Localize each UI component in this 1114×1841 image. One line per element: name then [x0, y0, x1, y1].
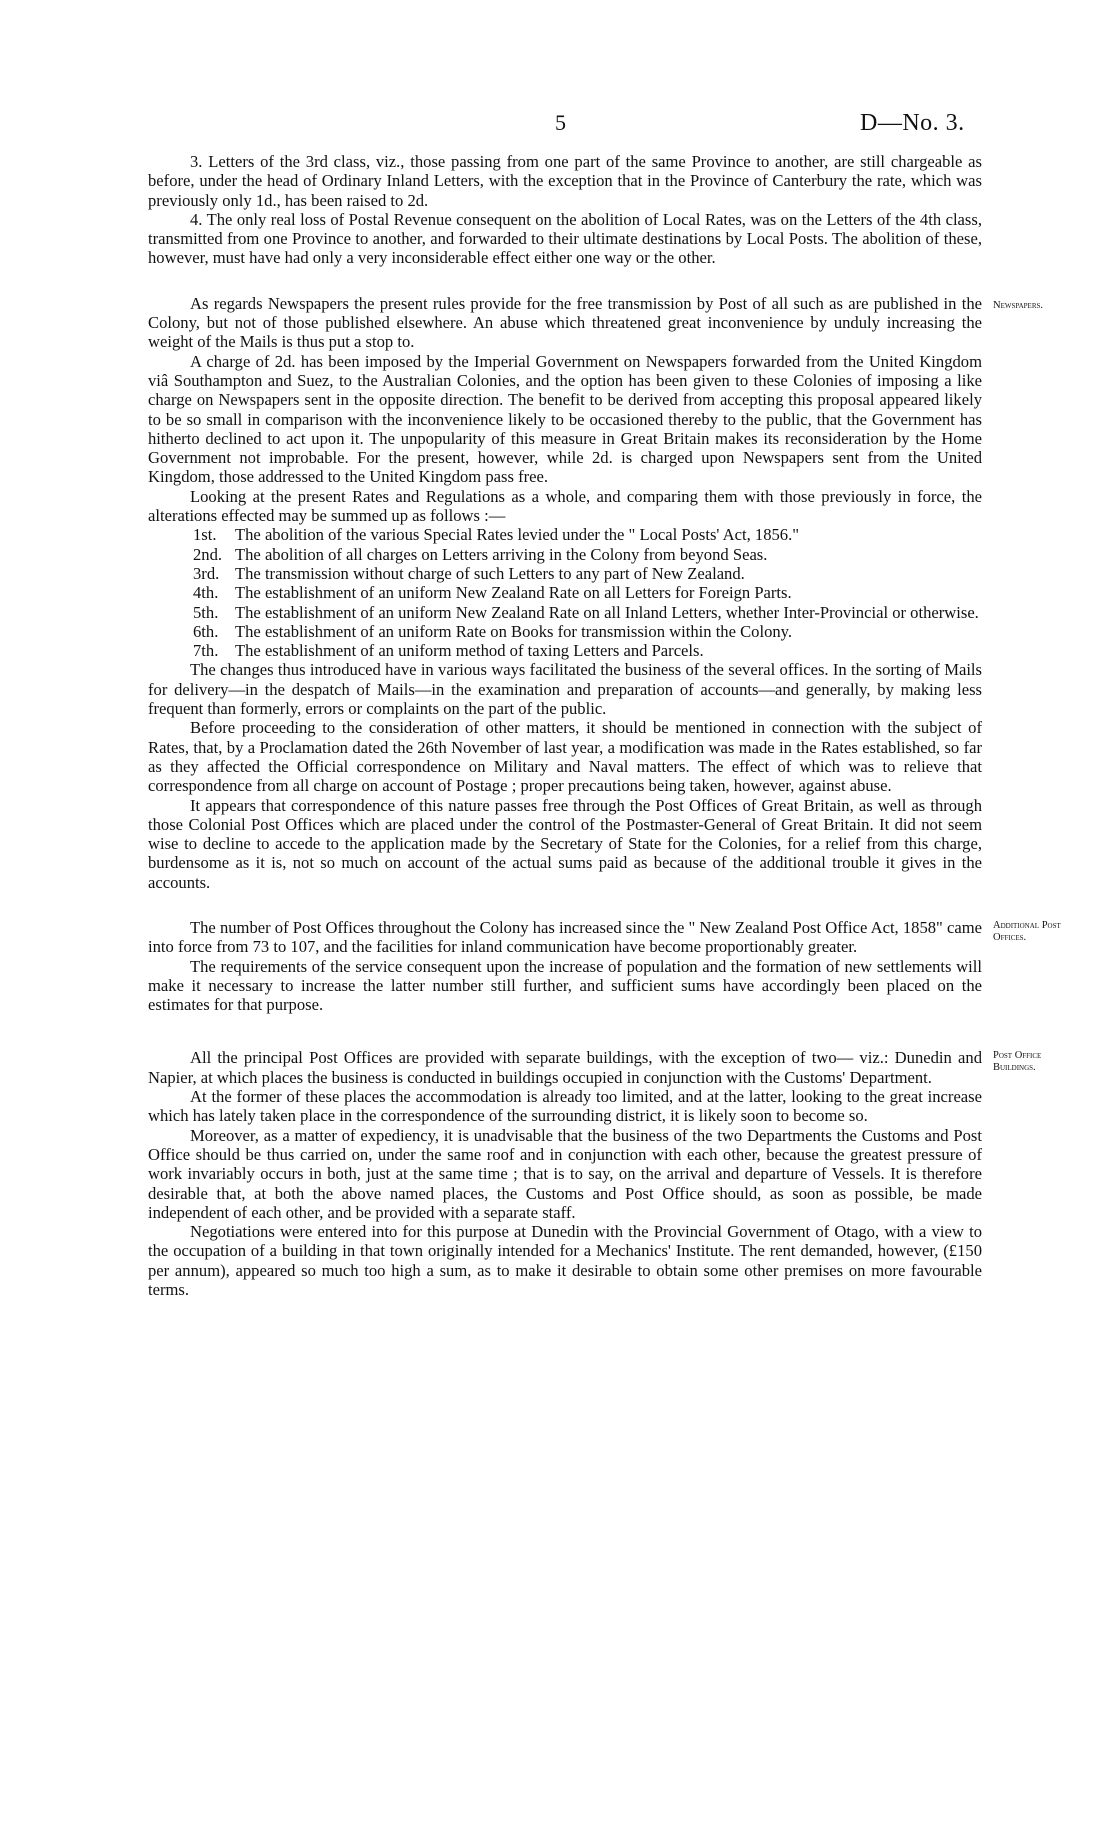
list-item-number: 6th. — [193, 621, 219, 641]
list-item-text: The establishment of an uniform Rate on Books for transmission within the Colony. — [235, 621, 793, 641]
side-note-additional-offices: Additional Post Offices. — [993, 919, 1061, 943]
list-item-number: 7th. — [193, 641, 219, 661]
paragraph-great-britain: It appears that correspondence of this nature passes free through the Post Offices of Great Britain, as well as through those Colonial Post Offices which are placed under the control of the Postmaster-General of Great Britain. It did not seem wise to decline to accede to the application made by the Secretary of State for the Colonies, for a relief from this charge, burdensome as it is, not so much on account of the actual sums paid as because of the additional trouble it gives in the accounts. — [148, 795, 982, 892]
list-item — [148, 564, 982, 583]
list-item — [148, 545, 982, 564]
list-item-text: The establishment of an uniform New Zealand Rate on all Inland Letters, whether Inter-Provincial or otherwise. — [235, 602, 979, 622]
list-item-number: 2nd. — [193, 544, 223, 564]
paragraph-negotiations: Negotiations were entered into for this purpose at Dunedin with the Provincial Government of Otago, with a view to the occupation of a building in that town originally intended for a Mechanics' Institute. The rent demanded, however, (£150 per annum), appeared so much too high a sum, as to make it desirable to obtain some other premises on more favourable terms. — [148, 1222, 982, 1300]
section-newspapers — [148, 293, 1044, 892]
list-item-text: The abolition of the various Special Rates levied under the " Local Posts' Act, 1856." — [235, 525, 800, 545]
paragraph-accommodation: At the former of these places the accommodation is already too limited, and at the latter, looking to the great increase which has lately taken place in the correspondence of the surrounding district, it is likely soon to become so. — [148, 1087, 982, 1126]
section-additional-offices — [148, 917, 1061, 1015]
paragraph-newspapers-rules: As regards Newspapers the present rules provide for the free transmission by Post of all such as are published in the Colony, but not of those published elsewhere. An abuse which threatened great inconvenience by unduly increasing the weight of the Mails is thus put a stop to. — [148, 293, 982, 352]
section-letters — [148, 152, 982, 268]
list-item-text: The establishment of an uniform New Zealand Rate on all Letters for Foreign Parts. — [235, 583, 792, 603]
paragraph-changes-introduced: The changes thus introduced have in various ways facilitated the business of the several offices. In the sorting of Mails for delivery—in the despatch of Mails—in the examination and preparation of accounts—and generally, by making less frequent than formerly, errors or complaints on the part of the public. — [148, 660, 982, 719]
document-reference: D—No. 3. — [860, 110, 965, 136]
paragraph-letters-third-class: 3. Letters of the 3rd class, viz., those passing from one part of the same Province to another, are still chargeable as before, under the head of Ordinary Inland Letters, with the exception that in the Province of Canterbury the rate, which was previously only 1d., has been raised to 2d. — [148, 152, 982, 210]
paragraph-expediency: Moreover, as a matter of expediency, it is unadvisable that the business of the two Departments the Customs and Post Office should be thus carried on, under the same roof and in conjunction with each other, because the greatest pressure of work invariably occurs in both, just at the same time ; that is to say, on the arrival and departure of Vessels. It is therefore desirable that, at both the above named places, the Customs and Post Office should, as soon as possible, be made independent of each other, and be provided with a separate staff. — [148, 1125, 982, 1222]
paragraph-office-count: The number of Post Offices throughout the Colony has increased since the " New Zealand Post Office Act, 1858" came into force from 73 to 107, and the facilities for inland communication have become proportionably greater. — [148, 917, 982, 957]
side-note-newspapers: Newspapers. — [993, 299, 1044, 311]
list-item-number: 4th. — [193, 583, 219, 603]
paragraph-separate-buildings: All the principal Post Offices are provided with separate buildings, with the exception of two— viz.: Dunedin and Napier, at which places the business is conducted in buildings occupied in conjunction with the Customs' Department. — [148, 1048, 982, 1087]
list-item-text: The establishment of an uniform method of taxing Letters and Parcels. — [235, 641, 704, 661]
paragraph-official-correspondence: Before proceeding to the consideration of other matters, it should be mentioned in connection with the subject of Rates, that, by a Proclamation dated the 26th November of last year, a modification was made in the Rates established, so far as they affected the Official correspondence on Military and Naval matters. The effect of which was to relieve that correspondence from all charge on account of Postage ; proper precautions being taken, however, against abuse. — [148, 718, 982, 796]
section-buildings — [148, 1048, 1042, 1300]
list-item-number: 3rd. — [193, 563, 220, 583]
list-item — [148, 583, 982, 602]
list-item-text: The abolition of all charges on Letters arriving in the Colony from beyond Seas. — [235, 544, 768, 564]
page-number: 5 — [555, 110, 566, 135]
main-text-column — [148, 152, 1061, 1300]
paragraph-newspapers-charge: A charge of 2d. has been imposed by the Imperial Government on Newspapers forwarded from the United Kingdom viâ Southampton and Suez, to the Australian Colonies, and the option has been given to these Colonies of imposing a like charge on Newspapers sent in the opposite direction. The benefit to be derived from accepting this proposal appeared likely to be so small in comparison with the inconvenience likely to be occasioned thereby to the public, that the Government has hitherto declined to act upon it. The unpopularity of this measure in Great Britain makes its reconsideration by the Home Government not improbable. For the present, however, while 2d. is charged upon Newspapers sent from the United Kingdom, those addressed to the United Kingdom pass free. — [148, 351, 982, 487]
list-item — [148, 603, 982, 622]
list-item-number: 1st. — [193, 525, 217, 545]
list-item-number: 5th. — [193, 602, 219, 622]
paragraph-rates-summary: Looking at the present Rates and Regulations as a whole, and comparing them with those previously in force, the alterations effected may be summed up as follows :— — [148, 486, 982, 526]
list-item — [148, 622, 982, 641]
paragraph-letters-fourth-class: 4. The only real loss of Postal Revenue consequent on the abolition of Local Rates, was on the Letters of the 4th class, transmitted from one Province to another, and forwarded to their ultimate destinations by Local Posts. The abolition of these, however, must have had only a very inconsiderable effect either one way or the other. — [148, 209, 982, 268]
list-item — [148, 641, 982, 660]
list-item-text: The transmission without charge of such Letters to any part of New Zealand. — [235, 563, 745, 583]
paragraph-office-requirements: The requirements of the service consequent upon the increase of population and the formation of new settlements will make it necessary to increase the latter number still further, and sufficient sums have accordingly been placed on the estimates for that purpose. — [148, 956, 982, 1015]
list-item — [148, 525, 982, 544]
alterations-list — [148, 525, 982, 660]
side-note-buildings: Post Office Buildings. — [993, 1050, 1042, 1074]
